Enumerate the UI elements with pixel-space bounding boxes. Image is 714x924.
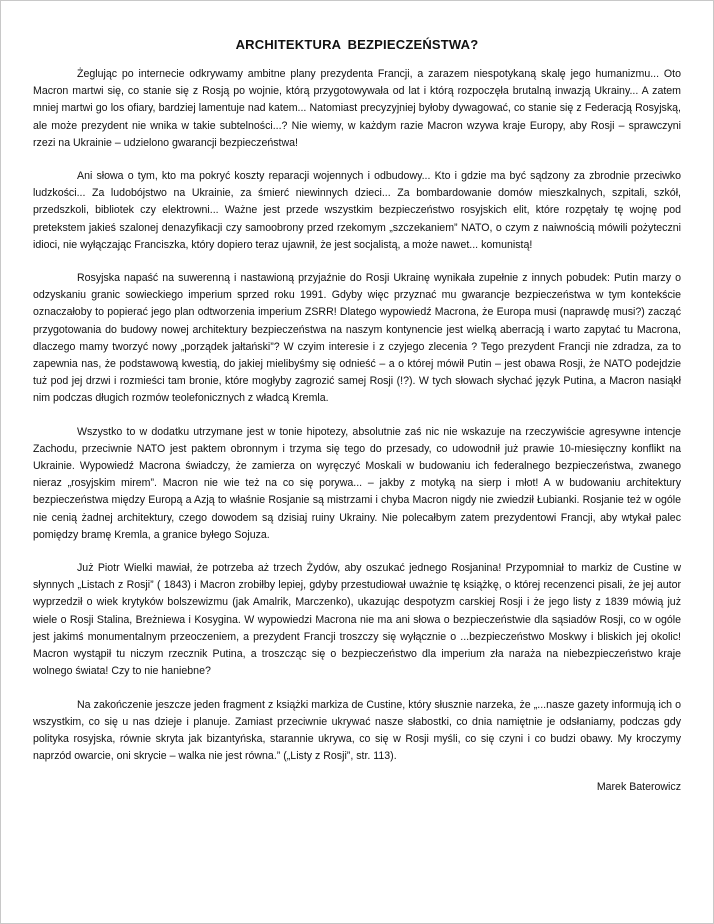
- author-signature: Marek Baterowicz: [596, 781, 681, 794]
- paragraph-4: Wszystko to w dodatku utrzymane jest w tonie hipotezy, absolutnie zaś nic nie wskazuje na rzeczywiście agresywne intencje Zachodu, przeciwnie NATO jest paktem obronnym i trzyma się tego do przesady, co udowodnił już prawie 10-miesięczny konflikt na Ukrainie. Wypowiedź Macrona świadczy, że zamierza on wyręczyć Moskali w budowaniu ich federalnego bezpieczeństwa, zwanego nieraz „rosyjskim mirem”. Macron nie wie też na co się porywa... – jakby z motyką na sierp i młot! A w budowaniu architektury bezpieczeństwa między Europą a Azją to właśnie Rosjanie są mistrzami i chyba Macron nigdy nie zwiedził Łubianki. Rosjanie też w ogóle nie cenią żadnej architektury, czego dowodem są dzisiaj ruiny Ukrainy. Nie polecałbym zatem prezydentowi Francji, aby wtykał palec pomiędzy bramę Kremla, a granice byłego Sojuza.: [33, 425, 681, 541]
- paragraph-5: Już Piotr Wielki mawiał, że potrzeba aż trzech Żydów, aby oszukać jednego Rosjanina! Przypomniał to markiz de Custine w słynnych „Listach z Rosji” ( 1843) i Macron zrobiłby lepiej, gdyby przestudiował uważnie tę książkę, o której recenzenci pisali, że jej autor wyprzedził o wiek krytyków bolszewizmu (jak Amalrik, Marczenko), ukazując despotyzm carskiej Rosji i że jego listy z 1839 mówią już wiele o Rosji Stalina, Breżniewa i Kosygina. W wypowiedzi Macrona nie ma ani słowa o bezpieczeństwie dla sąsiadów Rosji, co w ogóle jest jakimś monumentalnym przeoczeniem, a prezydent Francji troszczy się wyłącznie o ...bezpieczeństwo Moskwy i bliskich jej okolic! Macron wystąpił tu niczym rzecznik Putina, a troszcząc się o bezpieczeństwo dla imperium zła naraża na niebezpieczeństwo kraje wolnego świata! Czy to nie haniebne?: [33, 562, 681, 678]
- paragraph-1: Żeglując po internecie odkrywamy ambitne plany prezydenta Francji, a zarazem niespotykaną skalę jego humanizmu... Oto Macron martwi się, co stanie się z Rosją po wojnie, którą przygotowywała od lat i którą rozpoczęła brutalną inwazją Ukrainy... A zatem mniej martwi go los ofiary, bardziej lamentuje nad katem... Natomiast precyzyjniej byłoby dywagować, co stanie się z Federacją Rosyjską, ale może prezydent nie wnika w takie subtelności...? Nie wiemy, w każdym razie Macron wzywa kraje Europy, aby Rosji – sprawczyni rzezi na Ukrainie – udzielono gwarancji bezpieczeństwa!: [33, 68, 681, 149]
- paragraph-6: Na zakończenie jeszcze jeden fragment z książki markiza de Custine, który słusznie narzeka, że „...nasze gazety informują ich o wszystkim, co się u nas dzieje i planuje. Zamiast przeciwnie ukrywać nasze słabostki, co dnia namiętnie je odsłaniamy, podczas gdy polityka rosyjska, równie skryta jak bizantyńska, starannie ukrywa, co się w Rosji myśli, co się czyni i co budzi obawy. My kroczymy naprzód owarcie, oni skrycie – walka nie jest równa.” („Listy z Rosji”, str. 113).: [33, 698, 681, 763]
- paragraph-3: Rosyjska napaść na suwerenną i nastawioną przyjaźnie do Rosji Ukrainę wynikała zupełnie z innych pobudek: Putin marzy o odzyskaniu granic sowieckiego imperium sprzed roku 1991. Gdyby więc przyznać mu gwarancje bezpieczeństwa w tym kontekście oznaczałoby to popierać jego plan odtworzenia imperium ZSRR! Dlatego wypowiedź Macrona, że Europa musi (naprawdę musi?) zacząć przygotowania do budowy nowej architektury bezpieczeństwa na naszym kontynencie jest wielką aberracją i warto zapytać tu Macrona, dlaczego mamy tworzyć nowy „porządek jałtański”? W czyim interesie i z czyjego zlecenia ? Tego prezydent Francji nie zdradza, za to zapewnia nas, że podstawową kwestią, do jakiej mielibyśmy się odnieść – a o której mówił Putin – jest obawa Rosji, że NATO podejdzie tuż pod jej drzwi i rozmieści tam bronie, które mogłyby zagrozić samej Rosji (!?). W tych słowach słychać język Putina, a Macron nasiąkł nim podczas długich rozmów teolefonicznych z władcą Kremla.: [33, 272, 681, 405]
- document-page: [1, 1, 713, 923]
- document-title: ARCHITEKTURA BEZPIECZEŃSTWA?: [235, 37, 479, 52]
- paragraph-2: Ani słowa o tym, kto ma pokryć koszty reparacji wojennych i odbudowy... Kto i gdzie ma być sądzony za zbrodnie przeciwko ludzkości... Za ludobójstwo na Ukrainie, za śmierć niewinnych dzieci... Za bombardowanie domów mieszkalnych, szpitali, szkół, przedszkoli, bibliotek czy elektrowni... Ważne jest przede wszystkim bezpieczeństwo rosyjskich elit, które rozpętały tę wojnę pod pretekstem jakieś szalonej denazyfikacji czy samoobrony przed rzekomym „szczekaniem” NATO, o czym z naiwnością mówili pożyteczni idioci, nie wyłączając Franciszka, który dopiero teraz ujawnił, że jest socjalistą, a może nawet... komunistą!: [33, 170, 681, 251]
